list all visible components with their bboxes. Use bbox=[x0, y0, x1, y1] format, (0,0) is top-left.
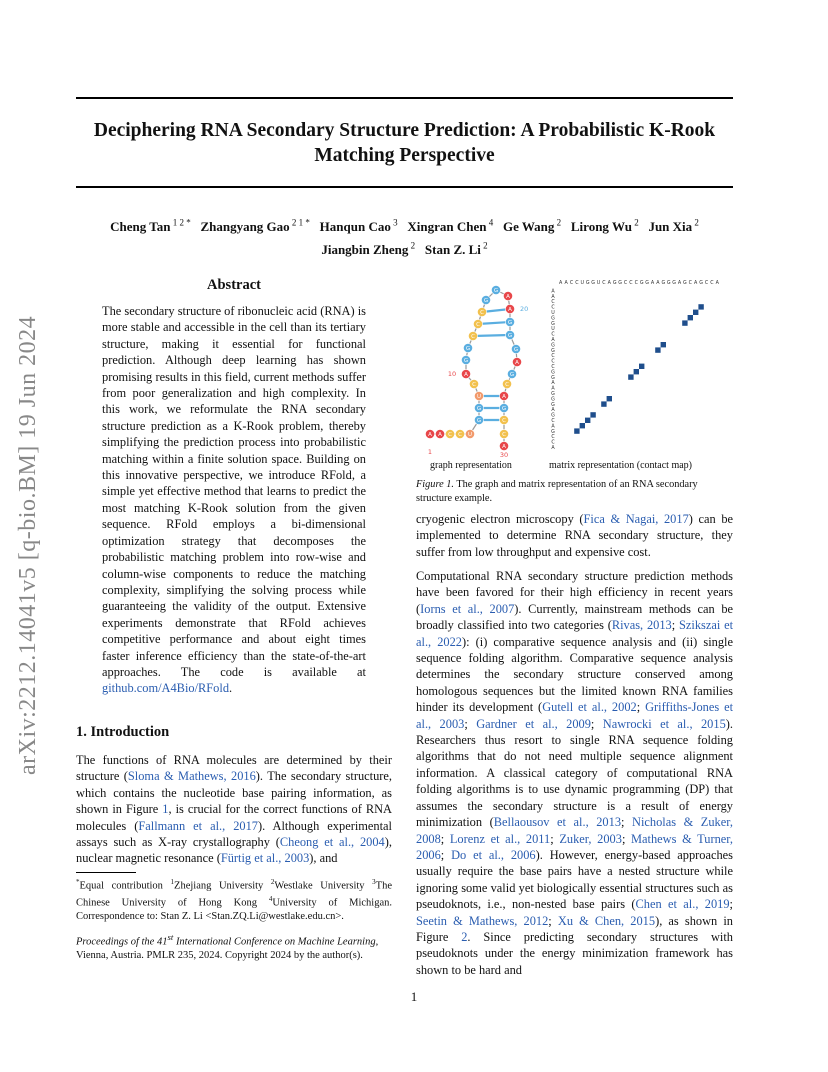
nucleotide-letter: C bbox=[502, 432, 506, 439]
nucleotide-letter: C bbox=[471, 334, 475, 341]
sequence-column-letter: G bbox=[699, 281, 703, 286]
sequence-row-letter: G bbox=[551, 343, 555, 349]
sequence-column-letter: A bbox=[650, 281, 655, 286]
sequence-row-letter: U bbox=[551, 311, 555, 316]
abstract-heading: Abstract bbox=[207, 277, 261, 293]
sequence-column-letter: C bbox=[629, 281, 633, 286]
nucleotide-letter: A bbox=[428, 432, 432, 439]
sequence-row-letter: G bbox=[551, 402, 555, 408]
sequence-column-letter: G bbox=[591, 281, 595, 286]
sequence-column-letter: G bbox=[661, 281, 666, 286]
sequence-row-letter: C bbox=[551, 300, 555, 306]
sequence-column-letter: U bbox=[596, 281, 601, 286]
sequence-row-letter: G bbox=[551, 348, 555, 354]
sequence-row-letter: A bbox=[551, 386, 555, 392]
sequence-column-letter: G bbox=[672, 281, 676, 286]
sequence-column-letter: U bbox=[580, 281, 585, 286]
proceedings-note: Proceedings of the 41st International Conference on Machine Learning, Vienna, Austria. PMLR 235, 2024. Copyright 2024 by the author(s). bbox=[76, 932, 379, 961]
sequence-column-letter: G bbox=[585, 281, 590, 286]
nucleotide-letter: G bbox=[476, 418, 482, 425]
sequence-row-letter: C bbox=[551, 419, 555, 424]
graph-representation-caption: graph representation bbox=[430, 460, 512, 471]
title-bottom-rule bbox=[76, 186, 733, 188]
sequence-column-letter: A bbox=[607, 281, 611, 286]
sequence-row-letter: G bbox=[551, 397, 555, 403]
contact-cell bbox=[574, 428, 579, 433]
author-name: Jun Xia $^2$ bbox=[648, 218, 699, 235]
citation-link[interactable]: Gutell et al., 2002 bbox=[542, 700, 637, 715]
figure-caption: Figure 1. The graph and matrix representation of an RNA secondary structure example. bbox=[416, 479, 698, 504]
footnote: *Equal contribution $^1$Zhejiang University $^2$Westlake University $^3$The Chinese University of Hong Kong $^4$University of Michigan. Correspondence to: Stan Z. Li <Stan.ZQ.Li@westlake.edu.cn>. bbox=[76, 878, 392, 922]
right-paragraph-1: cryogenic electron microscopy (Fica & Nagai, 2017) can be implemented to determine RNA secondary structure, they suffer from low throughput and expensive cost. bbox=[416, 512, 734, 559]
sequence-column-letter: A bbox=[715, 281, 719, 286]
nucleotide-letter: G bbox=[483, 298, 489, 305]
author-name: Hanqun Cao $^3$ bbox=[319, 218, 398, 235]
sequence-row-letter: C bbox=[551, 365, 555, 370]
citation-link[interactable]: Rivas, 2013 bbox=[611, 618, 672, 633]
author-name: Jiangbin Zheng $^2$ bbox=[321, 240, 416, 257]
citation-link[interactable]: Sloma & Mathews, 2016 bbox=[127, 769, 256, 784]
sequence-row-letter: C bbox=[551, 305, 555, 311]
sequence-row-letter: C bbox=[551, 359, 555, 365]
nucleotide-letter: G bbox=[493, 288, 499, 295]
nucleotide-letter: G bbox=[463, 358, 469, 365]
citation-link[interactable]: Seetin & Mathews, 2012 bbox=[416, 913, 549, 928]
nucleotide-letter: A bbox=[464, 372, 468, 379]
arxiv-identifier: arXiv:2212.14041v5 [q-bio.BM] 19 Jun 2024 bbox=[15, 315, 41, 775]
nucleotide-letter: G bbox=[465, 346, 471, 353]
contact-cell bbox=[590, 412, 595, 417]
sequence-row-letter: C bbox=[551, 332, 555, 338]
contact-cell bbox=[585, 418, 590, 423]
abstract-text: The secondary structure of ribonucleic acid (RNA) is more stable and accessible in the cell than its tertiary structure, making it essential for functional prediction. Although deep learning has shown promising results in this field, current methods suffer from poor generalization and high complexity. In this work, we reformulate the RNA secondary structure prediction as a K-Rook problem, thereby simplifying the prediction process into probabilistic matching within a finite solution space. Building on this innovative perspective, we introduce RFold, a simple yet effective method that learns to predict the most matching K-Rook solution from the given sequence. RFold employs a bi-dimensional optimization strategy that decomposes the probabilistic matching problem into row-wise and column-wise components to reduce the matching complexity, simplifying the solving process while guaranteeing the validity of the output. Extensive experiments demonstrate that RFold achieves competitive performance and about eight times faster inference efficiency than the state-of-the-art approaches. The code is available at github.com/A4Bio/RFold. bbox=[102, 304, 366, 696]
author-name: Ge Wang $^2$ bbox=[502, 218, 562, 235]
sequence-row-letter: G bbox=[551, 321, 555, 327]
sequence-row-letter: C bbox=[551, 354, 555, 360]
page-number: 1 bbox=[410, 989, 418, 1004]
nucleotide-letter: C bbox=[505, 382, 509, 389]
contact-cell bbox=[655, 347, 660, 352]
contact-cell bbox=[628, 374, 633, 379]
citation-link[interactable]: Nawrocki et al., 2015 bbox=[602, 716, 726, 731]
sequence-row-letter: A bbox=[551, 424, 555, 430]
sequence-row-letter: A bbox=[551, 289, 555, 295]
sequence-row-letter: G bbox=[551, 375, 555, 381]
sequence-row-letter: A bbox=[551, 294, 555, 300]
nucleotide-letter: C bbox=[458, 432, 462, 439]
matrix-representation-caption: matrix representation (contact map) bbox=[549, 460, 692, 471]
sequence-column-letter: C bbox=[602, 281, 606, 286]
section-heading-introduction: 1. Introduction bbox=[76, 724, 170, 740]
right-paragraph-2: Computational RNA secondary structure prediction methods have been favored for their high efficiency in recent years (Iorns et al., 2007). Currently, mainstream methods can be broadly classified into two categories (Rivas, 2013; Szikszai et al., 2022): (i) comparative sequence analysis and (ii) single sequence folding algorithm. Comparative sequence analysis determines the secondary structure conserved among homologous sequences but the limited known RNA families hinder its development (Gutell et al., 2002; Griffiths-Jones et al., 2003; Gardner et al., 2009; Nawrocki et al., 2015). Researchers thus resort to single RNA sequence folding algorithms that do not need multiple sequence alignment information. A classical category of computational RNA folding algorithms is to use dynamic programming (DP) that assumes the secondary structure is a result of energy minimization (Bellaousov et al., 2013; Nicholas & Zuker, 2008; Lorenz et al., 2011; Zuker, 2003; Mathews & Turner, 2006; Do et al., 2006). However, energy-based approaches usually require the base pairs have a nested structure while ignoring some valid yet biologically essential structures such as pseudoknots, i.e., non-nested base pairs (Chen et al., 2019; Seetin & Mathews, 2012; Xu & Chen, 2015), as shown in Figure 2. Since predicting secondary structures with pseudoknots under the energy minimization framework has shown to be hard and bbox=[416, 569, 734, 977]
sequence-column-letter: A bbox=[656, 281, 660, 286]
sequence-row-letter: G bbox=[551, 413, 555, 419]
sequence-row-letter: A bbox=[551, 446, 555, 451]
sequence-column-letter: G bbox=[639, 281, 644, 286]
citation-link[interactable]: Szikszai et al., 2022 bbox=[416, 618, 734, 649]
nucleotide-letter: G bbox=[476, 406, 482, 413]
sequence-column-letter: G bbox=[683, 281, 687, 286]
footnote-rule bbox=[76, 872, 136, 873]
nucleotide-letter: C bbox=[448, 432, 452, 439]
citation-link[interactable]: Griffiths-Jones et al., 2003 bbox=[416, 700, 734, 731]
citation-link[interactable]: Iorns et al., 2007 bbox=[420, 601, 515, 616]
nucleotide-letter: A bbox=[515, 360, 519, 367]
sequence-column-letter: C bbox=[704, 281, 709, 286]
author-name: Zhangyang Gao $^{2 1 *}$ bbox=[200, 218, 310, 235]
sequence-column-letter: G bbox=[645, 281, 649, 286]
nucleotide-letter: G bbox=[507, 320, 513, 327]
author-name: Xingran Chen $^4$ bbox=[407, 218, 494, 235]
citation-link[interactable]: Xu & Chen, 2015 bbox=[557, 913, 656, 928]
contact-cell bbox=[634, 369, 639, 374]
index-label-1: 1 bbox=[427, 448, 433, 456]
nucleotide-letter: G bbox=[509, 372, 515, 379]
contact-cell bbox=[682, 320, 687, 325]
sequence-row-letter: A bbox=[551, 381, 555, 387]
paper-title: Deciphering RNA Secondary Structure Prediction: A Probabilistic K-Rook Matching Perspective bbox=[93, 120, 716, 166]
figure-ref-link[interactable]: 2 bbox=[461, 929, 468, 944]
citation-link[interactable]: Do et al., 2006 bbox=[451, 847, 536, 862]
author-name: Lirong Wu $^2$ bbox=[570, 218, 639, 235]
introduction-paragraph: The functions of RNA molecules are determined by their structure (Sloma & Mathews, 2016). The secondary structure, which contains the nucleotide base pairing information, as shown in Figure 1, is crucial for the correct functions of RNA molecules (Fallmann et al., 2017). Although experimental assays such as X-ray crystallography (Cheong et al., 2004), nuclear magnetic resonance (Fürtig et al., 2003), and bbox=[76, 753, 393, 866]
index-label-10: 10 bbox=[447, 370, 457, 378]
contact-cell bbox=[693, 310, 698, 315]
sequence-column-letter: C bbox=[688, 281, 692, 286]
citation-link[interactable]: Chen et al., 2019 bbox=[635, 897, 730, 912]
nucleotide-letter: G bbox=[507, 333, 513, 340]
sequence-column-letter: A bbox=[564, 281, 568, 286]
nucleotide-letter: A bbox=[502, 394, 506, 401]
sequence-column-letter: C bbox=[575, 281, 579, 286]
author-name: Cheng Tan $^{1 2 *}$ bbox=[110, 218, 191, 235]
nucleotide-letter: G bbox=[513, 347, 519, 354]
contact-cell bbox=[601, 401, 606, 406]
sequence-row-letter: C bbox=[551, 435, 555, 441]
citation-link[interactable]: Nicholas & Zuker, 2008 bbox=[416, 815, 733, 846]
sequence-column-letter: G bbox=[612, 281, 617, 286]
figure-ref-link[interactable]: 1 bbox=[162, 802, 169, 817]
citation-link[interactable]: Lorenz et al., 2011 bbox=[449, 831, 551, 846]
sequence-row-letter: A bbox=[551, 408, 555, 414]
nucleotide-letter: A bbox=[508, 307, 512, 314]
contact-cell bbox=[698, 304, 703, 309]
sequence-column-letter: C bbox=[623, 281, 628, 286]
index-label-20: 20 bbox=[520, 305, 529, 313]
sequence-row-letter: G bbox=[551, 370, 555, 376]
nucleotide-letter: G bbox=[501, 406, 507, 413]
sequence-column-letter: G bbox=[666, 281, 671, 286]
sequence-column-letter: A bbox=[559, 281, 563, 286]
contact-cell bbox=[580, 423, 585, 428]
sequence-column-letter: C bbox=[710, 281, 714, 286]
contact-cell bbox=[661, 342, 666, 347]
top-rule bbox=[76, 97, 733, 99]
nucleotide-letter: C bbox=[472, 382, 476, 389]
author-name: Stan Z. Li $^2$ bbox=[424, 240, 488, 257]
sequence-row-letter: G bbox=[551, 392, 555, 397]
citation-link[interactable]: Zuker, 2003 bbox=[559, 831, 622, 846]
sequence-column-letter: C bbox=[569, 281, 574, 286]
citation-link[interactable]: Fürtig et al., 2003 bbox=[220, 851, 310, 866]
sequence-row-letter: A bbox=[551, 338, 555, 343]
contact-cell bbox=[639, 364, 644, 369]
sequence-column-letter: C bbox=[634, 281, 638, 286]
nucleotide-letter: A bbox=[506, 294, 510, 301]
citation-link[interactable]: Bellaousov et al., 2013 bbox=[493, 815, 622, 830]
sequence-row-letter: G bbox=[551, 429, 555, 435]
nucleotide-letter: C bbox=[502, 418, 506, 425]
sequence-column-letter: A bbox=[677, 281, 682, 286]
citation-link[interactable]: Cheong et al., 2004 bbox=[279, 835, 385, 850]
sequence-column-letter: G bbox=[618, 281, 622, 286]
nucleotide-letter: C bbox=[480, 310, 484, 317]
base-pair-edge bbox=[473, 335, 510, 336]
contact-cell bbox=[607, 396, 612, 401]
nucleotide-letter: C bbox=[476, 322, 480, 329]
citation-link[interactable]: Mathews & Turner, 2006 bbox=[416, 831, 733, 862]
code-link[interactable]: github.com/A4Bio/RFold bbox=[102, 681, 230, 696]
sequence-row-letter: G bbox=[551, 316, 555, 322]
citation-link[interactable]: Fica & Nagai, 2017 bbox=[583, 512, 689, 526]
sequence-column-letter: A bbox=[694, 281, 698, 286]
citation-link[interactable]: Gardner et al., 2009 bbox=[476, 716, 591, 731]
nucleotide-letter: A bbox=[502, 444, 506, 451]
figure-1 bbox=[416, 272, 733, 472]
index-label-30: 30 bbox=[499, 451, 509, 459]
rna-structure-figure bbox=[416, 272, 733, 462]
sequence-row-letter: U bbox=[551, 327, 555, 333]
citation-link[interactable]: Fallmann et al., 2017 bbox=[138, 818, 258, 833]
nucleotide-letter: U bbox=[476, 394, 482, 401]
nucleotide-letter: U bbox=[467, 432, 473, 439]
sequence-row-letter: C bbox=[551, 440, 555, 446]
nucleotide-letter: A bbox=[438, 432, 442, 439]
author-list bbox=[76, 214, 733, 259]
contact-cell bbox=[688, 315, 693, 320]
